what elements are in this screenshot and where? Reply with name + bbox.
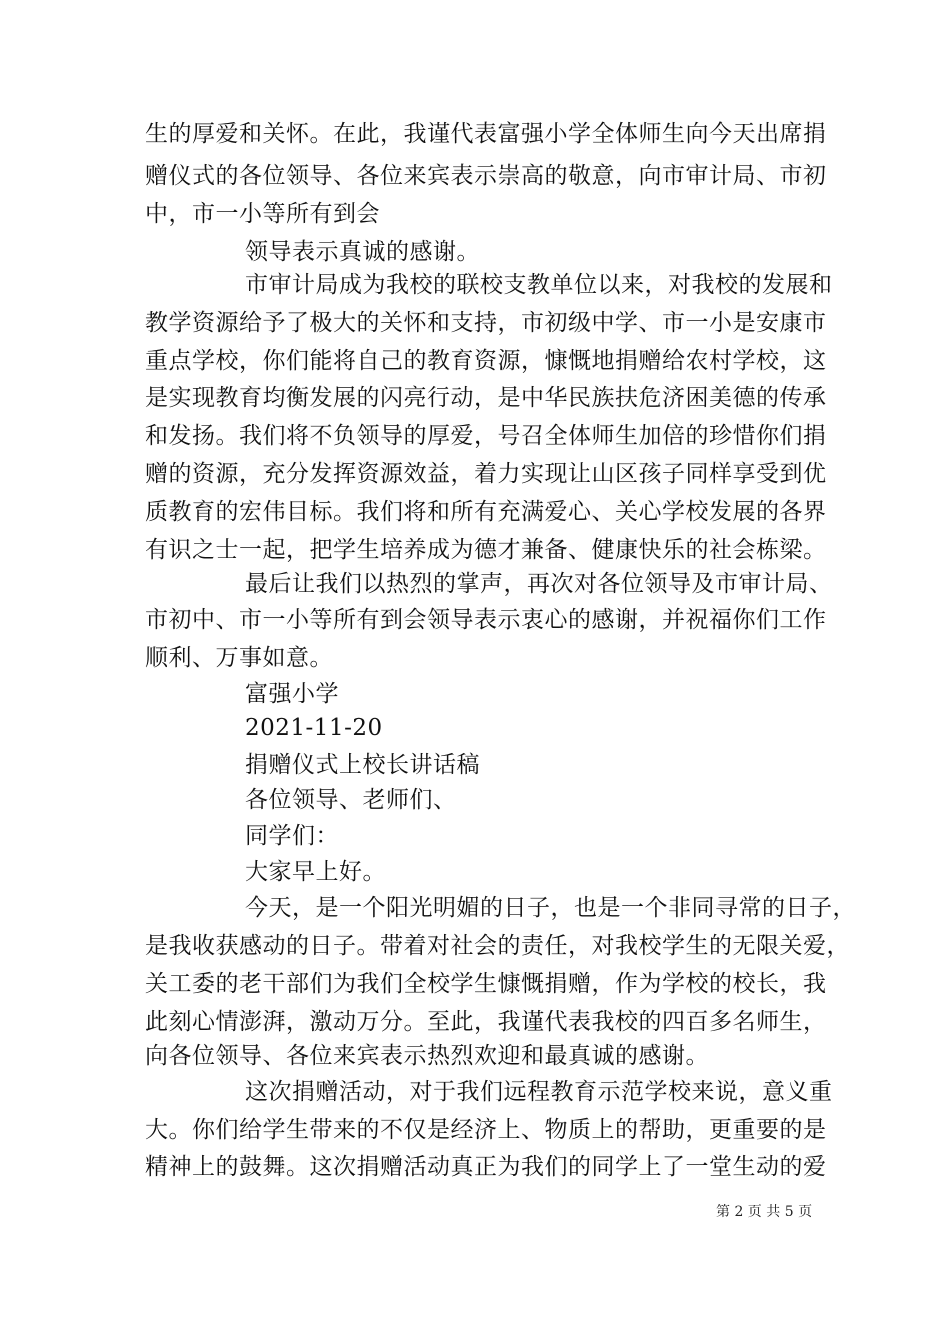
text-line: 教学资源给予了极大的关怀和支持，市初级中学、市一小是安康市 (145, 310, 827, 336)
text-line: 领导表示真诚的感谢。 (245, 239, 480, 265)
salutation: 同学们： (245, 823, 339, 849)
text-line: 赠仪式的各位领导、各位来宾表示崇高的敬意，向市审计局、市初 (145, 163, 827, 189)
text-line: 关工委的老干部们为我们全校学生慷慨捐赠，作为学校的校长，我 (145, 971, 827, 997)
text-line: 大。你们给学生带来的不仅是经济上、物质上的帮助，更重要的是 (145, 1117, 827, 1143)
text-line: 中，市一小等所有到会 (145, 201, 380, 227)
text-line: 重点学校，你们能将自己的教育资源，慷慨地捐赠给农村学校，这 (145, 348, 827, 374)
text-line: 精神上的鼓舞。这次捐赠活动真正为我们的同学上了一堂生动的爱 (145, 1154, 827, 1180)
salutation: 各位领导、老师们、 (245, 787, 457, 813)
page-number: 第 2 页 共 5 页 (716, 1204, 813, 1220)
date: 2021-11-20 (245, 715, 383, 741)
text-line: 此刻心情澎湃，激动万分。至此，我谨代表我校的四百多名师生， (145, 1009, 827, 1035)
text-line: 是实现教育均衡发展的闪亮行动，是中华民族扶危济困美德的传承 (145, 385, 827, 411)
text-line: 向各位领导、各位来宾表示热烈欢迎和最真诚的感谢。 (145, 1043, 709, 1069)
text-line: 生的厚爱和关怀。在此，我谨代表富强小学全体师生向今天出席捐 (145, 121, 827, 147)
school-name: 富强小学 (245, 681, 339, 707)
text-line: 赠的资源，充分发挥资源效益，着力实现让山区孩子同样享受到优 (145, 461, 827, 487)
paragraph-start: 最后让我们以热烈的掌声，再次对各位领导及市审计局、 (245, 571, 833, 597)
paragraph-start: 这次捐赠活动，对于我们远程教育示范学校来说，意义重 (245, 1079, 833, 1105)
text-line: 市初中、市一小等所有到会领导表示衷心的感谢，并祝福你们工作 (145, 607, 827, 633)
speech-title: 捐赠仪式上校长讲话稿 (245, 752, 480, 778)
text-line: 和发扬。我们将不负领导的厚爱，号召全体师生加倍的珍惜你们捐 (145, 423, 827, 449)
paragraph-start: 市审计局成为我校的联校支教单位以来，对我校的发展和 (245, 272, 833, 298)
text-line: 质教育的宏伟目标。我们将和所有充满爱心、关心学校发展的各界 (145, 499, 827, 525)
paragraph-start: 今天，是一个阳光明媚的日子，也是一个非同寻常的日子， (245, 895, 856, 921)
text-line: 有识之士一起，把学生培养成为德才兼备、健康快乐的社会栋梁。 (145, 537, 827, 563)
greeting: 大家早上好。 (245, 859, 386, 885)
text-line: 是我收获感动的日子。带着对社会的责任，对我校学生的无限关爱， (145, 933, 850, 959)
text-line: 顺利、万事如意。 (145, 645, 333, 671)
